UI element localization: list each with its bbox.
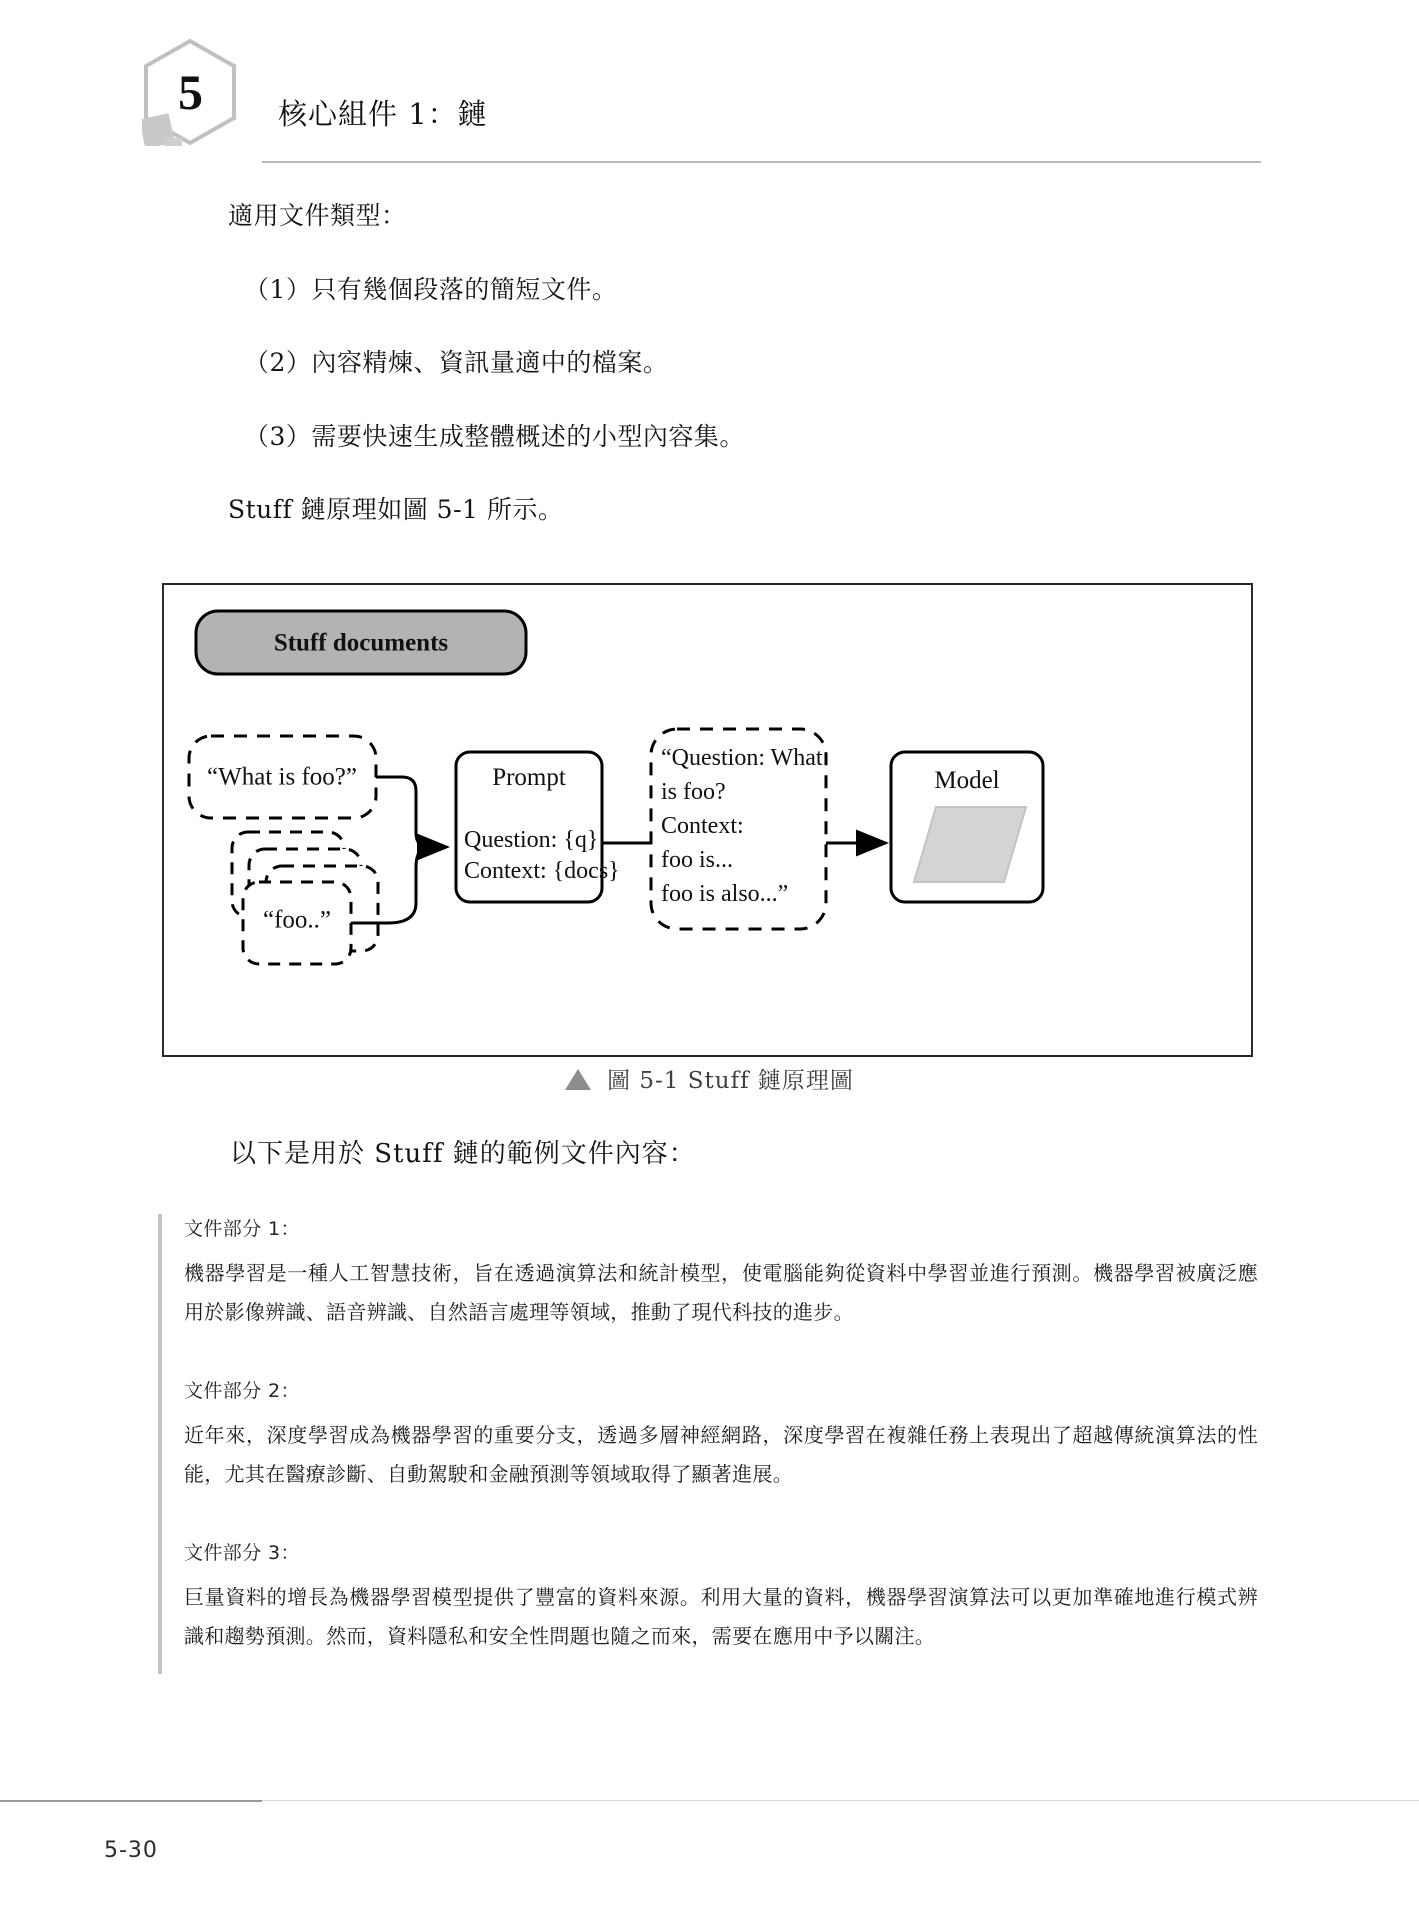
node-question-bubble-label: “What is foo?” [207, 763, 357, 791]
sample-lead-in: 以下是用於 Stuff 鏈的範例文件內容： [230, 1139, 696, 1169]
sample-documents-block [158, 1214, 1258, 1674]
list-item: （3）需要快速生成整體概述的小型內容集。 [244, 421, 745, 451]
node-stuff-documents [196, 611, 526, 674]
figure-caption [0, 1062, 1419, 1095]
triangle-icon [565, 1069, 591, 1090]
node-prompt-line1: Question: {q} [464, 827, 599, 853]
sample-document-item [184, 1376, 1258, 1494]
node-docs-stack [232, 832, 378, 964]
footer-divider-strong [0, 1800, 262, 1802]
node-rendered-line5: foo is also...” [661, 881, 789, 907]
page-number: 5-30 [104, 1838, 158, 1863]
node-docs-stack-label: “foo..” [262, 906, 332, 934]
figure-caption-text: 圖 5-1 Stuff 鏈原理圖 [607, 1068, 854, 1094]
node-rendered-prompt [651, 729, 826, 929]
chapter-header [0, 34, 1419, 144]
sample-document-label: 文件部分 3： [184, 1542, 300, 1564]
node-rendered-line1: “Question: What [661, 745, 823, 771]
node-rendered-line4: foo is... [661, 847, 733, 873]
list-item: （1）只有幾個段落的簡短文件。 [244, 274, 618, 304]
sample-document-text: 巨量資料的增長為機器學習模型提供了豐富的資料來源。利用大量的資料，機器學習演算法可以更加準確地進行模式辨識和趨勢預測。然而，資料隱私和安全性問題也隨之而來，需要在應用中予以關注。 [184, 1585, 1258, 1648]
header-divider [262, 161, 1261, 163]
chapter-number: 5 [178, 64, 202, 120]
sample-document-text: 機器學習是一種人工智慧技術，旨在透過演算法和統計模型，使電腦能夠從資料中學習並進行預測。機器學習被廣泛應用於影像辨識、語音辨識、自然語言處理等領域，推動了現代科技的進步。 [184, 1261, 1258, 1324]
list-item: （2）內容精煉、資訊量適中的檔案。 [244, 348, 669, 377]
node-prompt-title: Prompt [492, 764, 566, 791]
node-prompt [456, 752, 620, 902]
intro-paragraph: 適用文件類型： [228, 201, 407, 230]
figure-stuff-chain-diagram [162, 583, 1253, 1057]
node-model [891, 752, 1043, 902]
node-model-title: Model [934, 767, 1000, 794]
node-rendered-line3: Context: [661, 813, 744, 839]
sample-document-label: 文件部分 2： [184, 1380, 300, 1402]
node-question-bubble [189, 736, 376, 818]
node-stuff-documents-label: Stuff documents [273, 629, 449, 657]
node-prompt-line2: Context: {docs} [464, 858, 620, 884]
sample-document-item [184, 1538, 1258, 1656]
figure-reference: Stuff 鏈原理如圖 5-1 所示。 [228, 495, 564, 524]
sample-document-text: 近年來，深度學習成為機器學習的重要分支，透過多層神經網路，深度學習在複雜任務上表現出了超越傳統演算法的性能，尤其在醫療診斷、自動駕駛和金融預測等領域取得了顯著進展。 [184, 1423, 1258, 1486]
sample-document-item [184, 1214, 1258, 1332]
sample-document-label: 文件部分 1： [184, 1218, 300, 1240]
body-text [228, 197, 1238, 565]
page-title: 核心組件 1：鏈 [278, 97, 488, 131]
node-rendered-line2: is foo? [661, 779, 726, 805]
